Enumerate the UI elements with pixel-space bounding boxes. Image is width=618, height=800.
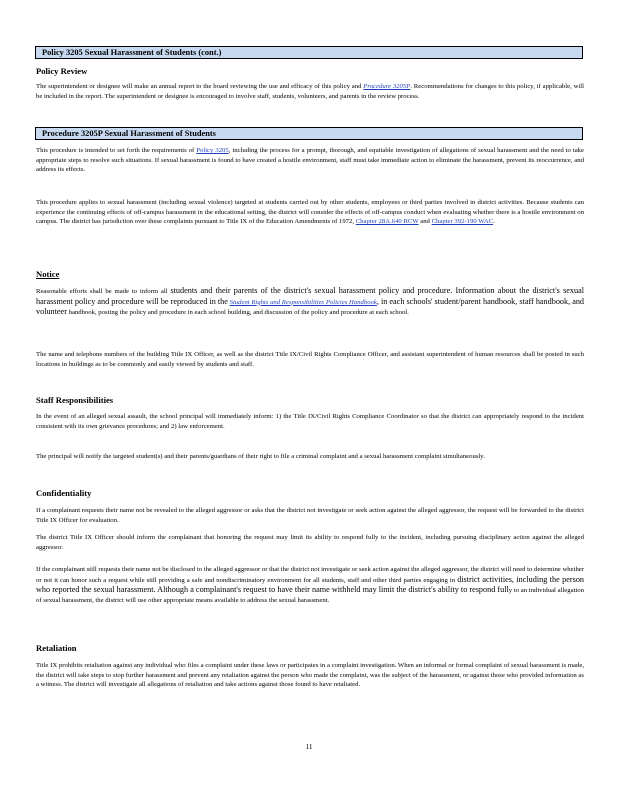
staff-responsibilities-paragraph-2: The principal will notify the targeted student(s) and their parents/guardians of their right to file a criminal complaint and a sexual harassment complaint simultaneously. — [36, 453, 485, 460]
confidentiality-paragraph-1: If a complainant requests their name not be revealed to the alleged aggressor or asks that the district not investigate or seek action against the alleged aggressor, the request will be forwarded to the district Title IX Officer for evaluation. — [36, 507, 584, 524]
procedure-p2-end: . — [493, 218, 495, 226]
procedure-paragraph-1 — [36, 146, 584, 175]
chapter-392-190-wac-link[interactable]: Chapter 392-190 WAC — [431, 218, 494, 226]
confidentiality-p3-text-big: district activities, including the person who reported the sexual harassment. Although a complainant's request to have their name withheld may limit the district's ability to respond full — [36, 574, 585, 595]
page-number: 11 — [305, 742, 313, 751]
procedure-p2-and: and — [420, 218, 430, 226]
procedure-paragraph-2 — [36, 198, 584, 227]
retaliation-heading: Retaliation — [36, 643, 77, 653]
notice-heading: Notice — [36, 269, 60, 279]
confidentiality-heading: Confidentiality — [36, 488, 92, 498]
chapter-28a640-rcw-link[interactable]: Chapter 28A.640 RCW — [355, 218, 419, 226]
procedure-header-banner: Procedure 3205P Sexual Harassment of Students — [35, 127, 583, 140]
student-rights-handbook-link[interactable]: Student Rights and Responsibilities Policies Handbook — [229, 298, 377, 306]
notice-paragraph-2: The name and telephone numbers of the building Title IX Officer, as well as the district Title IX/Civil Rights Compliance Officer, and assistant superintendent of human resources shall be posted in such locations in buildings as to be commonly and easily viewed by students and staff. — [36, 351, 584, 368]
policy-review-text-a: The superintendent or designee will make an annual report to the board reviewing the use and efficacy of this policy and — [36, 83, 362, 90]
policy-review-text-b: . Recommendations for changes to this policy, if applicable, will be included in the report. The superintendent or designee is encouraged to involve staff, students, volunteers, and parents in the review process. — [36, 83, 585, 100]
policy-header-banner: Policy 3205 Sexual Harassment of Students (cont.) — [35, 46, 583, 59]
confidentiality-p3-text-c: y to an individual allegation of sexual harassment, the district will use other appropriate means available to address the sexual harassment. — [36, 587, 584, 605]
notice-paragraph-1 — [36, 286, 584, 318]
staff-responsibilities-heading: Staff Responsibilities — [36, 395, 114, 405]
staff-responsibilities-paragraph-1: In the event of an alleged sexual assault, the school principal will immediately inform: 1) the Title IX/Civil Rights Compliance Coordinator so that the district can appropriately respond to the incident consistent with its own grievance procedures; and 2) law enforcement. — [36, 413, 584, 430]
confidentiality-paragraph-3 — [36, 565, 584, 606]
procedure-p2-text-a: This procedure applies to sexual harassment (including sexual violence) targeted at students carried out by other students, employees or third parties involved in district activities. Because students can experience the continuing effects of off-campus harassment in the educational setting, the district will consider the effects of off-campus conduct when evaluating whether there is a hostile environment on campus. The district has jurisdiction over these complaints pursuant to Title IX of the Education Amendments of 1972, — [36, 199, 584, 226]
retaliation-paragraph: Title IX prohibits retaliation against any individual who files a complaint under these laws or participates in a complaint investigation. When an informal or formal complaint of sexual harassment is made, the district will take steps to stop further harassment and prevent any retaliation against the person who made the complaint, was the subject of the harassment, or against those who provided information as a witness. The district will investigate all allegations of retaliation and take actions against those found to have retaliated. — [36, 662, 584, 689]
policy-3205-link[interactable]: Policy 3205 — [196, 147, 229, 154]
notice-p1-text-a: Reasonable efforts shall be made to inform all — [36, 288, 168, 295]
policy-review-paragraph — [36, 82, 584, 101]
confidentiality-p3-text-a: If the complainant still requests their name not be disclosed to the alleged aggressor or that the district not investigate or seek action against the alleged aggressor, the district will need to determine whether or not it can honor such a request while still providing a safe and nondiscriminatory environment for all students, staff and other third parties engaging in — [36, 566, 584, 584]
notice-p1-text-c: handbook, posting the policy and procedure in each school building, and discussion of the policy and procedure at each school. — [68, 309, 409, 317]
policy-review-heading: Policy Review — [36, 66, 88, 76]
notice-p1-text-big: students and their parents of the district's sexual harassment policy and procedure. Information about the district's sexual harassment policy and procedure will be reproduced in the — [36, 286, 584, 306]
procedure-p1-text-b: , including the process for a prompt, thorough, and equitable investigation of allegations of sexual harassment and the need to take appropriate steps to resolve such situations. If sexual harassment is found to have created a hostile environment, staff must take immediate action to eliminate the harassment, prevent its reoccurrence, and address its effects. — [36, 147, 584, 174]
confidentiality-paragraph-2: The district Title IX Officer should inform the complainant that honoring the request may limit its ability to respond fully to the incident, including pursuing disciplinary action against the alleged aggressor. — [36, 534, 584, 551]
notice-p1-text-big2: , in each schools' student/parent handbook, staff handbook, and volunteer — [36, 296, 585, 317]
procedure-p1-text-a: This procedure is intended to set forth the requirements of — [36, 147, 195, 154]
procedure-3205p-link[interactable]: Procedure 3205P — [363, 83, 411, 90]
